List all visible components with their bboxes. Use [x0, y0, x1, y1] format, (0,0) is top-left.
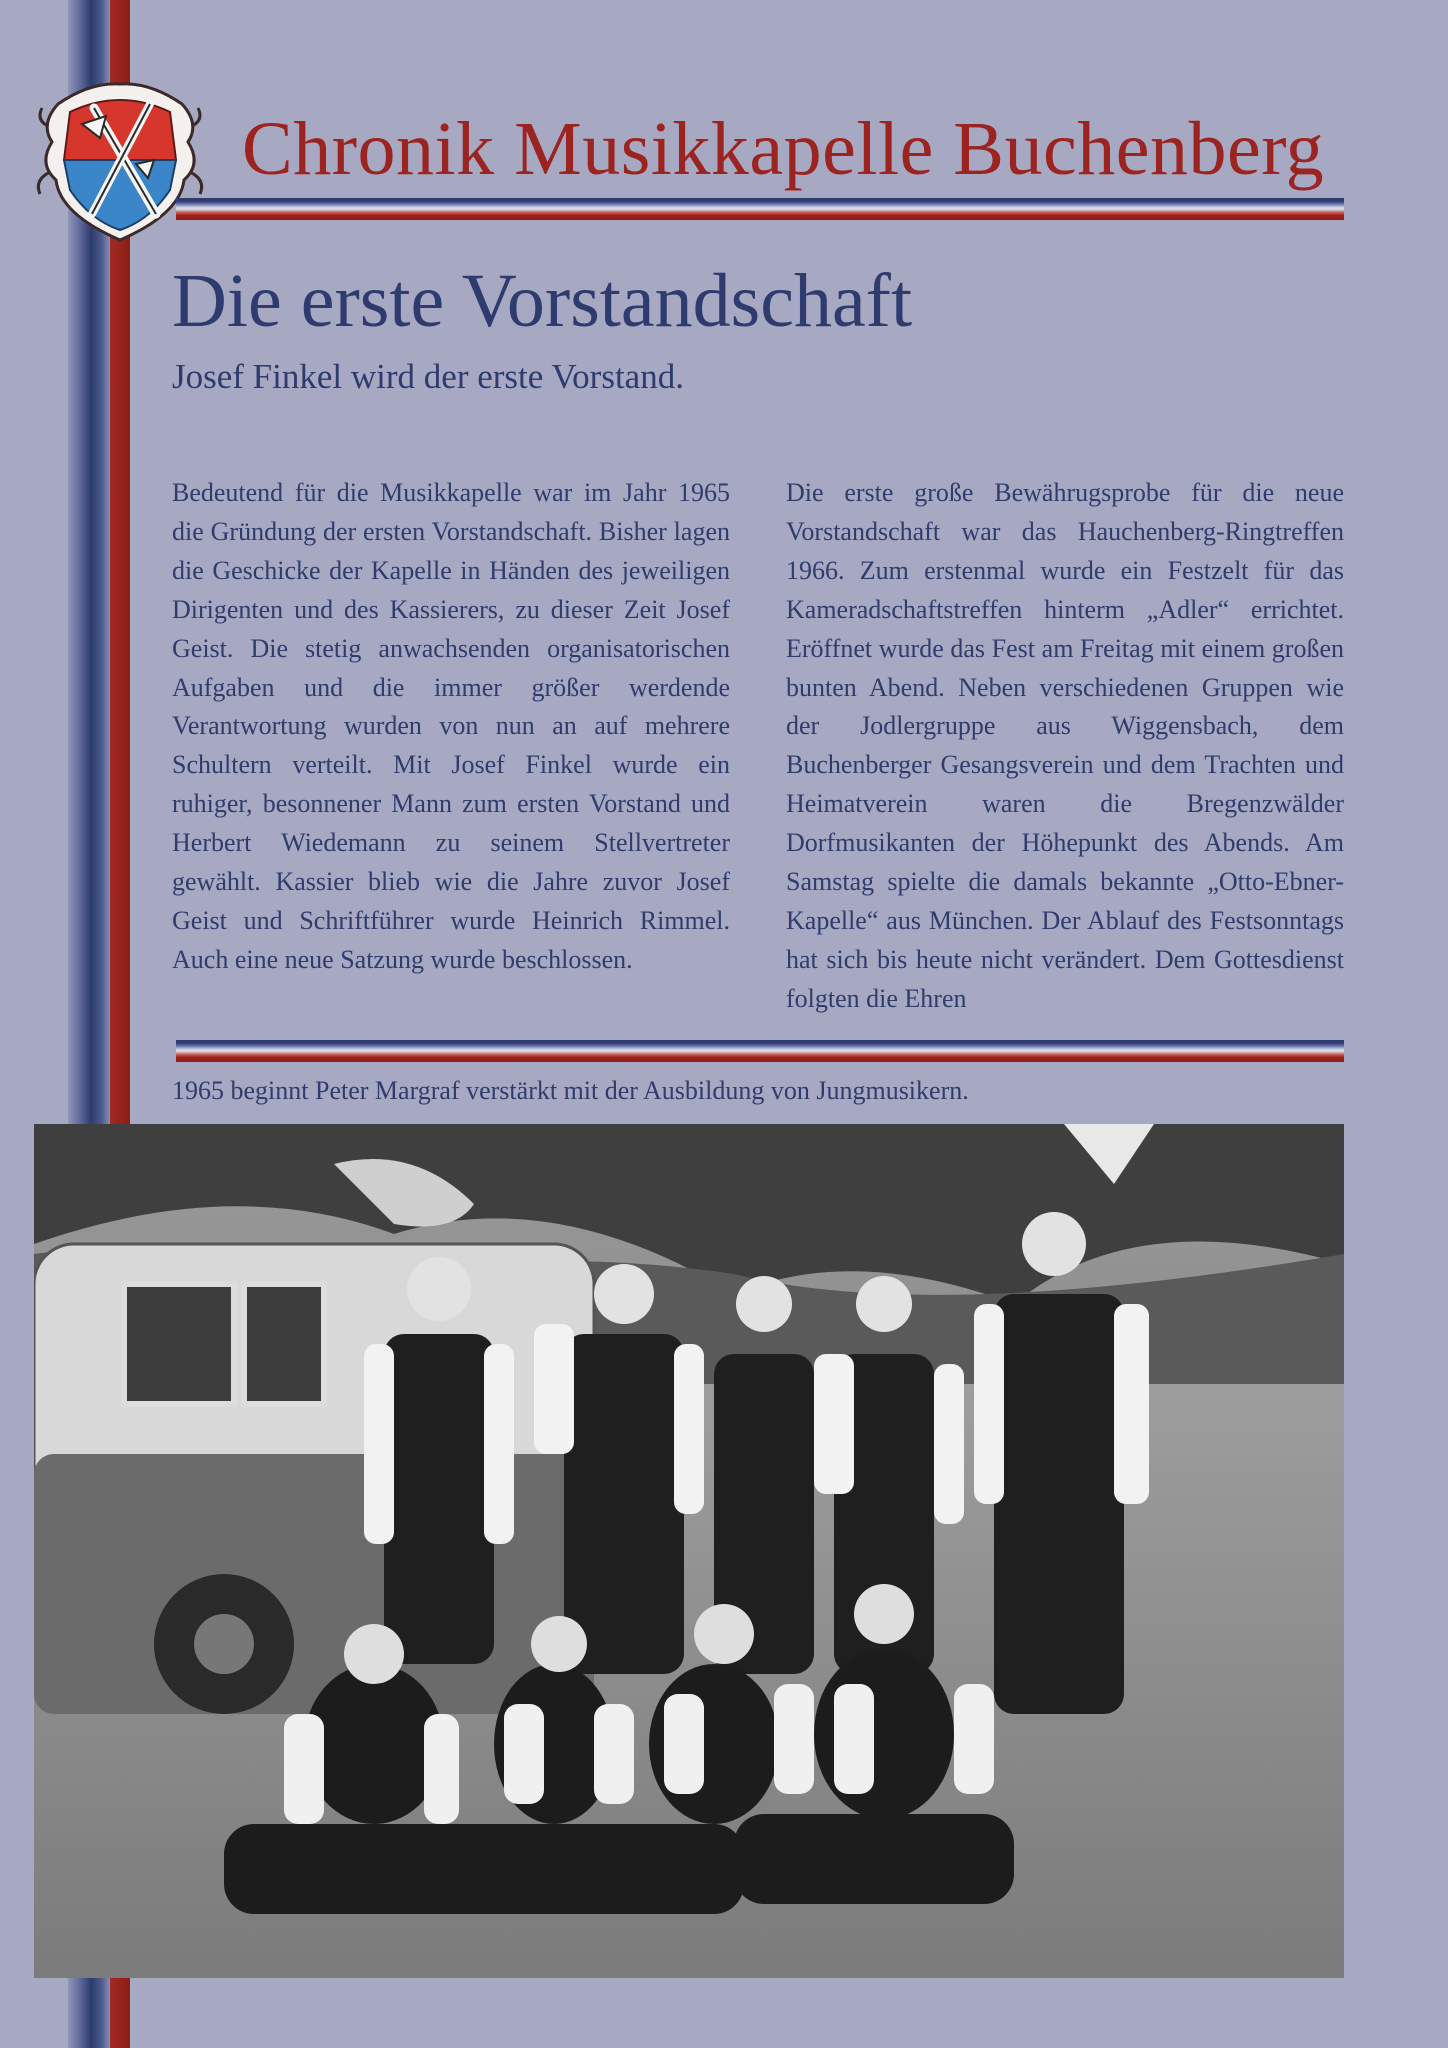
photo-caption: 1965 beginnt Peter Margraf verstärkt mit der Ausbildung von Jungmusikern. [172, 1076, 969, 1105]
article-right-column: Die erste große Bewährugsprobe für die neue Vorstandschaft war das Hauchenberg-Ringtreffen 1966. Zum erstenmal wurde ein Festzelt für das Kameradschaftstreffen hinterm „Adler“ errichtet. Eröffnet wurde das Fest am Freitag mit einem großen bunten Abend. Neben verschiedenen Gruppen wie der Jodlergruppe aus Wiggensbach, dem Buchenberger Gesangsverein und dem Trachten und Heimatverein waren die Bregenzwälder Dorfmusikanten der Höhepunkt des Abends. Am Samstag spielte die damals bekannte „Otto-Ebner-Kapelle“ aus München. Der Ablauf des Festsonntags hat sich bis heute nicht verändert. Dem Gottesdienst folgten die Ehren [786, 478, 1344, 1013]
article-left-column: Bedeutend für die Musikkapelle war im Jahr 1965 die Gründung der ersten Vorstandschaft. Bisher lagen die Geschicke der Kapelle in Händen des jeweiligen Dirigenten und des Kassierers, zu dieser Zeit Josef Geist. Die stetig anwachsenden organisatorischen Aufgaben und die immer größer werdende Verantwortung wurden von nun an auf mehrere Schultern verteilt. Mit Josef Finkel wurde ein ruhiger, besonnener Mann zum ersten Vorstand und Herbert Wiedemann zu seinem Stellvertreter gewählt. Kassier blieb wie die Jahre zuvor Josef Geist und Schriftführer wurde Heinrich Rimmel. Auch eine neue Satzung wurde beschlossen. [172, 478, 730, 974]
article-subtitle: Josef Finkel wird der erste Vorstand. [172, 357, 684, 396]
group-photo [34, 1124, 1344, 1978]
header-divider [176, 198, 1344, 220]
section-divider [176, 1040, 1344, 1062]
chronicle-title: Chronik Musikkapelle Buchenberg [242, 107, 1325, 191]
article-title: Die erste Vorstandschaft [172, 259, 913, 343]
